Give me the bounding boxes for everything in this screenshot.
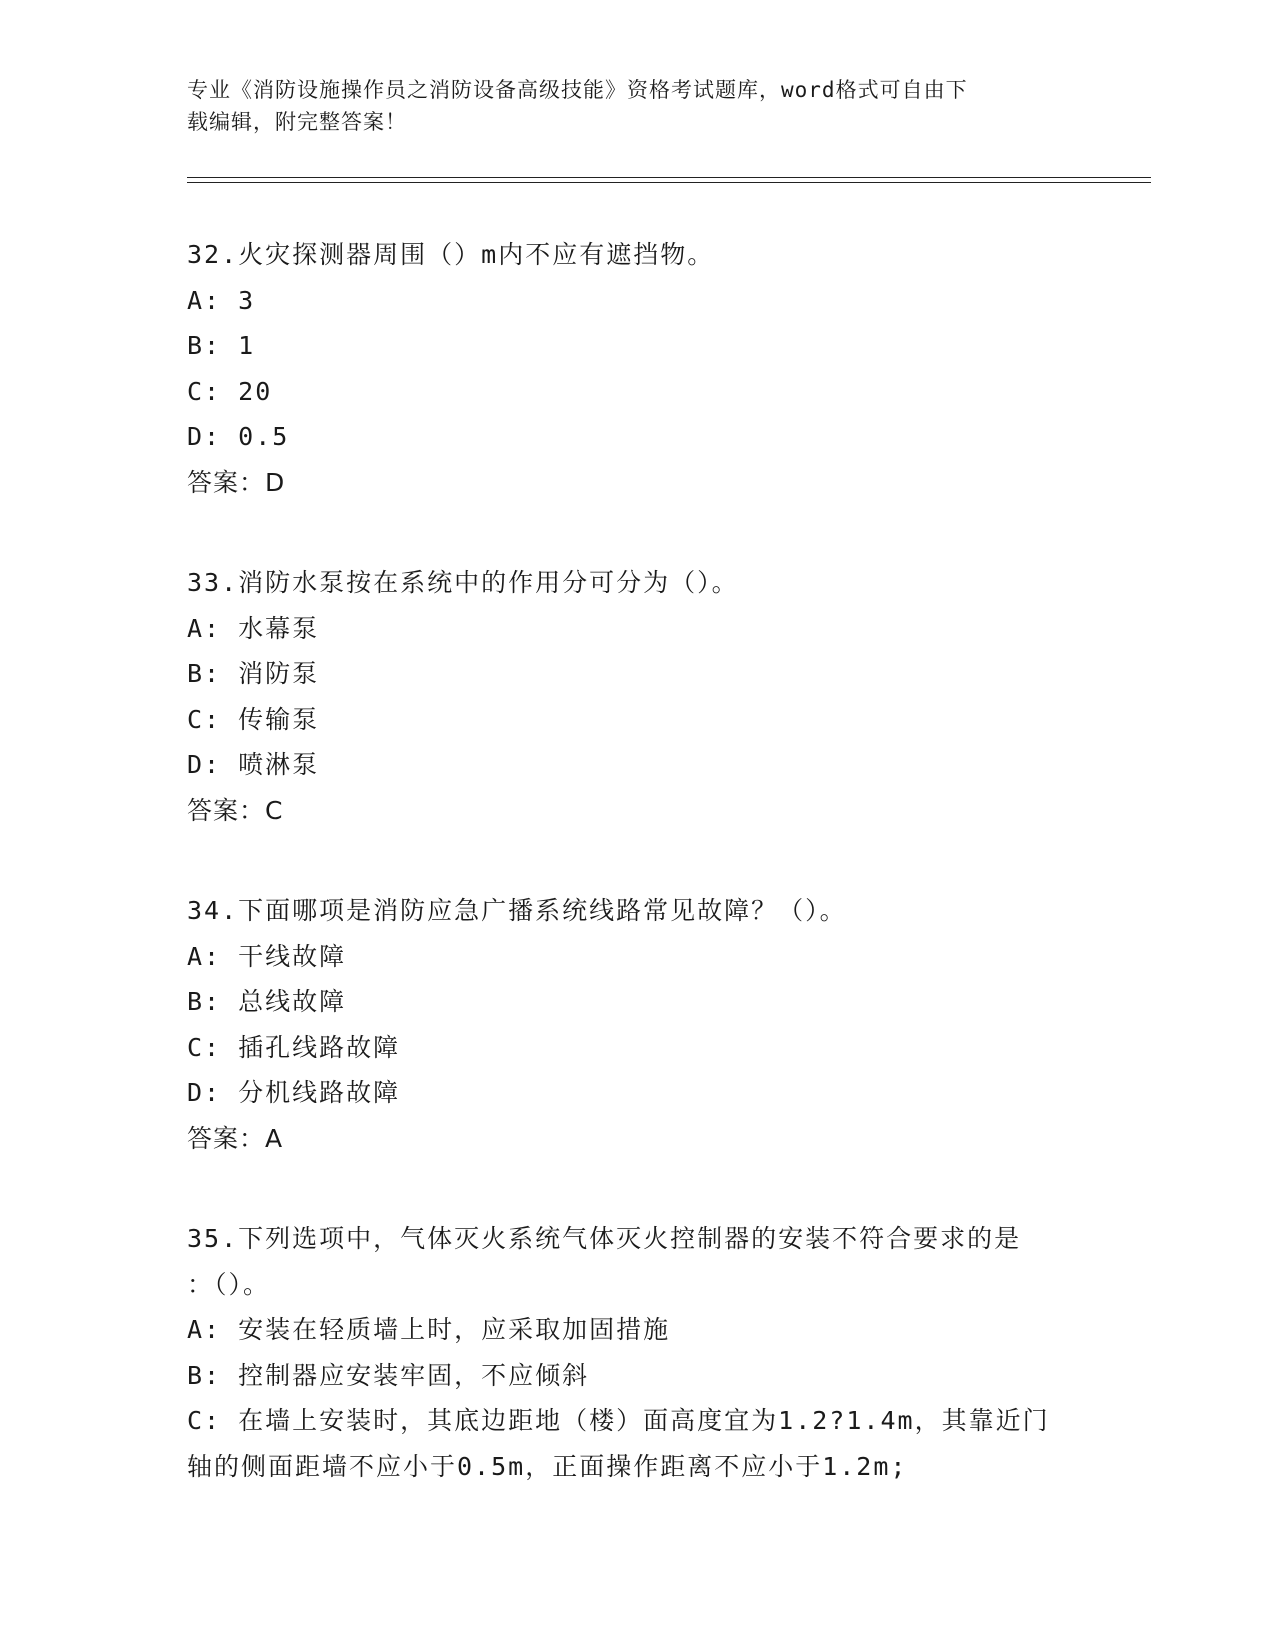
answer-label: 答案：C — [187, 795, 284, 825]
option-c: C: 20 — [187, 376, 273, 406]
option-b: B: 1 — [187, 331, 256, 360]
header-divider-top — [187, 177, 1151, 178]
answer-label: 答案：A — [187, 1123, 284, 1153]
question-list — [187, 232, 1087, 1544]
question-34 — [187, 888, 1087, 1161]
option-a: A: 水幕泵 — [187, 613, 320, 643]
option-a: A: 3 — [187, 285, 256, 315]
option-b: B: 总线故障 — [187, 987, 347, 1016]
option-c: C: 在墙上安装时，其底边距地（楼）面高度宜为1.2?1.4m，其靠近门 — [187, 1406, 1050, 1435]
option-c: C: 插孔线路故障 — [187, 1032, 401, 1062]
option-c: C: 传输泵 — [187, 704, 320, 734]
document-header — [187, 74, 1067, 138]
answer-label: 答案：D — [187, 467, 286, 497]
option-d: D: 0.5 — [187, 422, 290, 451]
option-a: A: 安装在轻质墙上时，应采取加固措施 — [187, 1315, 671, 1344]
option-d: D: 喷淋泵 — [187, 750, 320, 779]
question-text: 33.消防水泵按在系统中的作用分可分为（）。 — [187, 568, 739, 597]
question-text: 34.下面哪项是消防应急广播系统线路常见故障？（）。 — [187, 896, 847, 925]
option-c-continued: 轴的侧面距墙不应小于0.5m，正面操作距离不应小于1.2m; — [187, 1451, 908, 1481]
question-32 — [187, 232, 1087, 505]
header-divider-bottom — [187, 182, 1151, 183]
question-text-line-2: ：（）。 — [187, 1269, 271, 1299]
option-b: B: 控制器应安装牢固，不应倾斜 — [187, 1360, 590, 1390]
question-text: 32.火灾探测器周围（）m内不应有遮挡物。 — [187, 240, 715, 269]
option-b: B: 消防泵 — [187, 659, 320, 688]
option-d: D: 分机线路故障 — [187, 1078, 401, 1107]
question-text-line-1: 35.下列选项中，气体灭火系统气体灭火控制器的安装不符合要求的是 — [187, 1224, 1022, 1253]
header-line-1: 专业《消防设施操作员之消防设备高级技能》资格考试题库，word格式可自由下 — [187, 78, 968, 102]
option-a: A: 干线故障 — [187, 941, 347, 971]
question-35 — [187, 1216, 1087, 1489]
header-line-2: 载编辑，附完整答案！ — [187, 110, 407, 134]
question-33 — [187, 560, 1087, 833]
